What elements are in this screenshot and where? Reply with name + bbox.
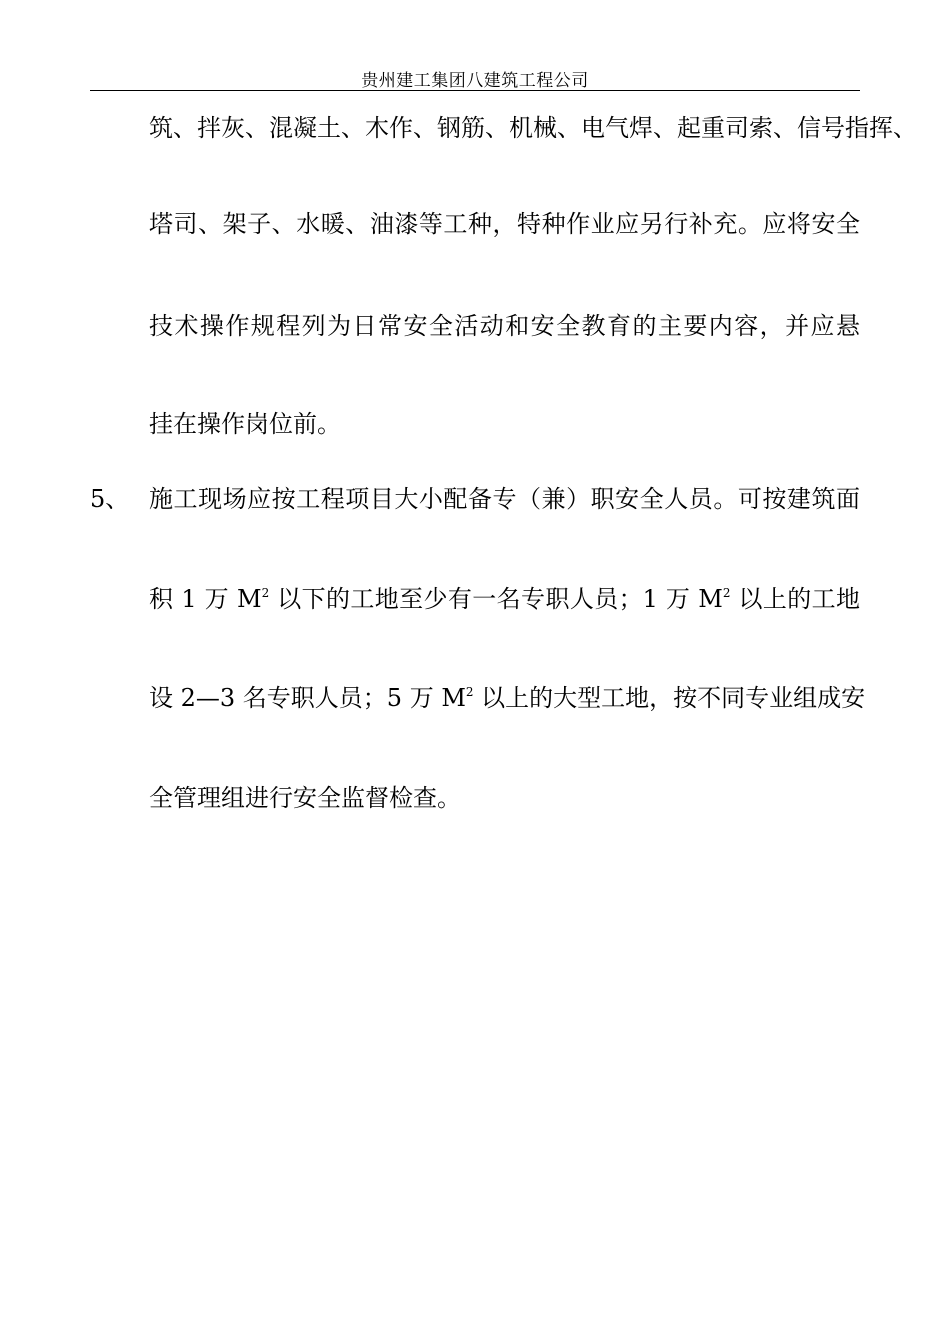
superscript: 2: [722, 586, 731, 600]
paragraph-line-3: 技术操作规程列为日常安全活动和安全教育的主要内容，并应悬: [149, 312, 860, 340]
paragraph-line-2: 塔司、架子、水暖、油漆等工种，特种作业应另行补充。应将安全: [149, 210, 860, 238]
item5-line-3-part-a: 设 2—3 名专职人员；5 万 M: [149, 684, 466, 712]
item5-line-3-part-b: 以上的大型工地，按不同专业组成安: [473, 684, 866, 712]
superscript: 2: [261, 586, 270, 600]
item5-line-2: [149, 583, 860, 615]
page-header: [90, 60, 860, 91]
item5-line-3: [149, 682, 866, 714]
company-name: 贵州建工集团八建筑工程公司: [361, 71, 589, 91]
item5-line-4: 全管理组进行安全监督检查。: [149, 784, 461, 812]
item5-line-1: 施工现场应按工程项目大小配备专（兼）职安全人员。可按建筑面: [149, 485, 860, 513]
list-item-number: 5、: [90, 485, 130, 513]
paragraph-line-1: 筑、拌灰、混凝土、木作、钢筋、机械、电气焊、起重司索、信号指挥、: [149, 114, 917, 142]
item5-line-2-part-a: 积 1 万 M: [149, 585, 262, 613]
paragraph-line-4: 挂在操作岗位前。: [149, 410, 341, 438]
superscript: 2: [465, 685, 474, 699]
item5-line-2-part-b: 以下的工地至少有一名专职人员；1 万 M: [269, 585, 723, 613]
item5-line-2-part-c: 以上的工地: [730, 585, 860, 613]
